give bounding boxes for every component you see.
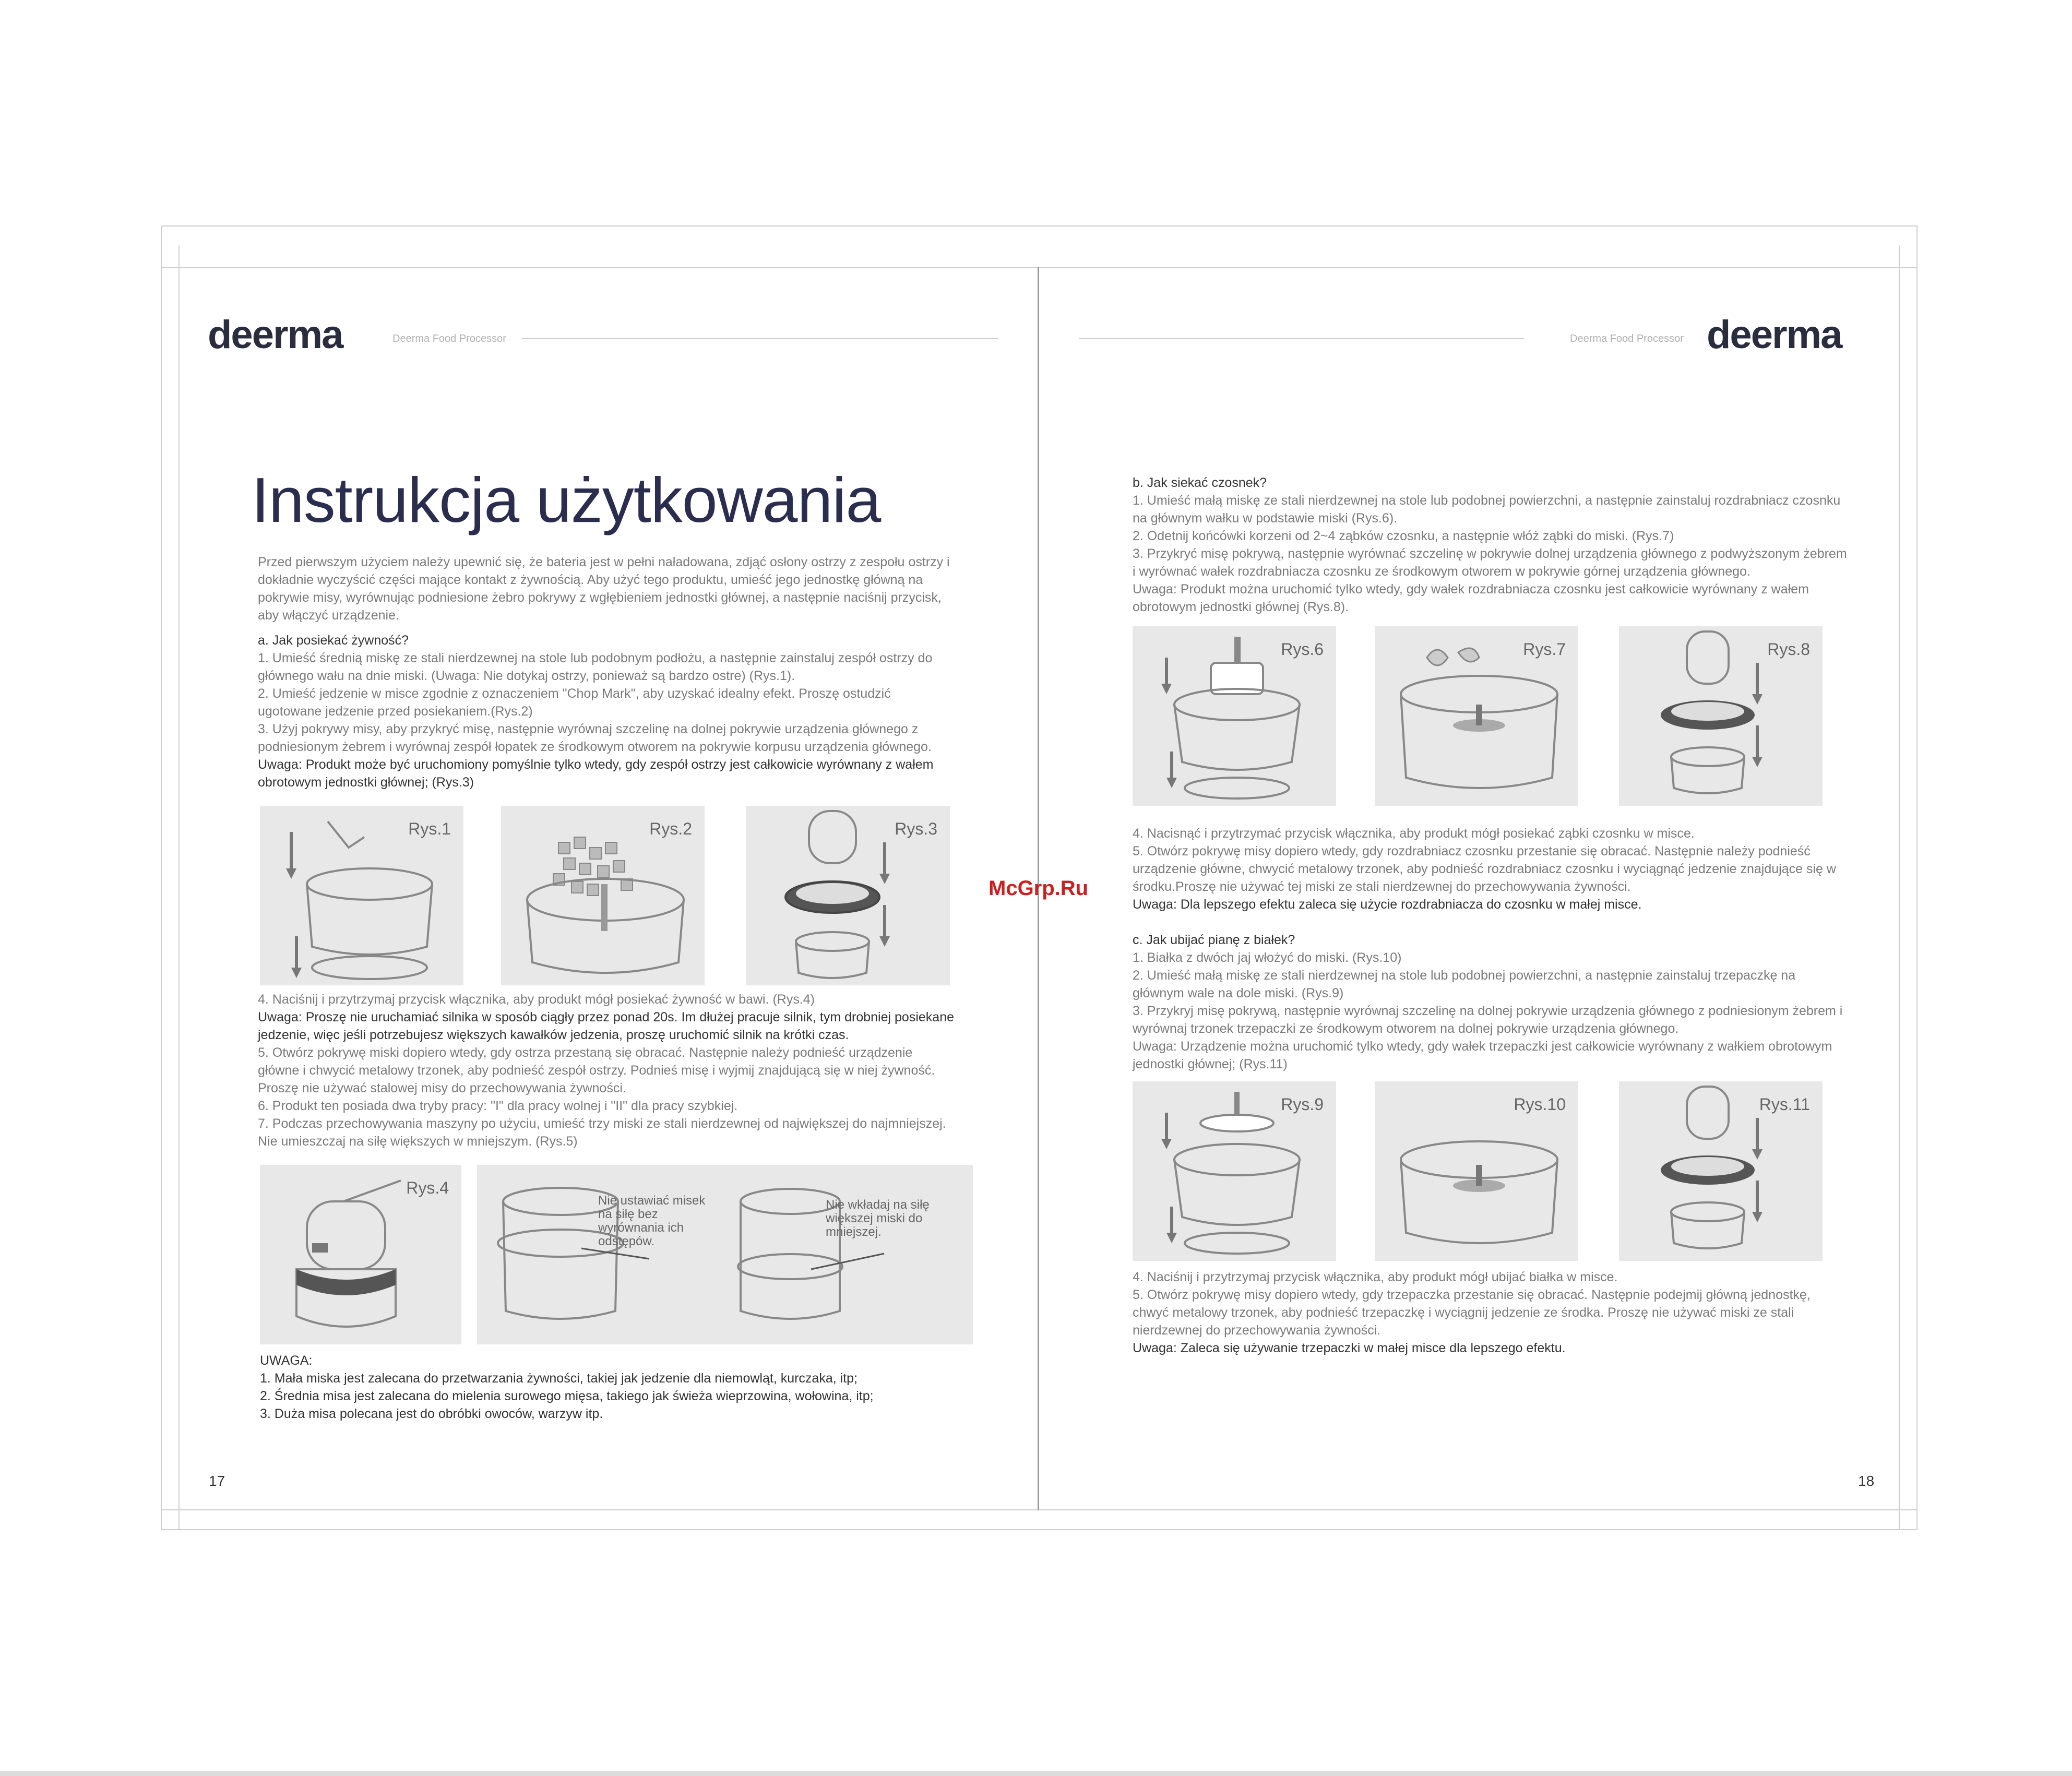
- header-product-right: Deerma Food Processor: [1570, 333, 1684, 344]
- figure-rys-4: [260, 1165, 461, 1344]
- figure-rys-5: [477, 1165, 973, 1344]
- section-b-step-3: 3. Przykryć misę pokrywą, następnie wyrównać szczelinę w pokrywie dolnej urządzenia głównego z podwyższonym żebrem i wyrównać wałek rozdrabniacza czosnku ze środkowym otworem w pokrywie górnej urządzenia głównego.: [1133, 546, 1847, 579]
- section-b-step-5: 5. Otwórz pokrywę misy dopiero wtedy, gdy rozdrabniacz czosnku przestanie się obracać. Następnie należy podnieść urządzenie główne, chwycić metalowy trzonek, aby podnieść rozdrabniacz czosnku i wyciągnąć jedzenie znajdujące się w środku.Proszę nie używać tej miski ze stali nierdzewnej do przechowywania żywności.: [1133, 844, 1836, 894]
- frame-top-outer: [161, 225, 1918, 227]
- section-b-title: b. Jak siekać czosnek?: [1133, 475, 1267, 490]
- section-c-note: Uwaga: Zaleca się używanie trzepaczki w małej misce dla lepszego efektu.: [1133, 1341, 1566, 1355]
- section-a-step-3: 3. Użyj pokrywy misy, aby przykryć misę, następnie wyrównaj szczelinę na dolnej pokrywie urządzenia głównego z podniesionym żebrem i wyrównaj zespół łopatek ze środkowym otworem na pokrywie korpusu urządzenia głównego.: [258, 722, 932, 754]
- section-a-step-1: 1. Umieść średnią miskę ze stali nierdzewnej na stole lub podobnym podłożu, a następnie zainstaluj zespół ostrzy do głównego wału na dnie miski. (Uwaga: Nie dotykaj ostrzy, ponieważ są bardzo ostre) (Rys.1).: [258, 651, 933, 683]
- watermark: McGrp.Ru: [989, 877, 1089, 900]
- section-b-step-2: 2. Odetnij końcówki korzeni od 2~4 ząbków czosnku, a następnie włóż ząbki do miski. (Rys.7): [1133, 529, 1674, 543]
- bowl-blade-illustration: [260, 806, 463, 985]
- section-a-note: Uwaga: Produkt może być uruchomiony pomyślnie tylko wtedy, gdy zespół ostrzy jest całkowicie wyrównany z wałem obrotowym jednostki głównej; (Rys.3): [258, 757, 934, 790]
- section-b-note-1: Uwaga: Produkt można uruchomić tylko wtedy, gdy wałek rozdrabniacza czosnku jest całkowicie wyrównany z wałem obrotowym jednostki głównej (Rys.8).: [1133, 582, 1809, 614]
- header-rule-left: [522, 338, 998, 339]
- figure-label: Rys.7: [1523, 640, 1566, 659]
- section-a-step-2: 2. Umieść jedzenie w misce zgodnie z oznaczeniem "Chop Mark", aby uzyskać idealny efekt. Proszę ostudzić ugotowane jedzenie przed posiekaniem.(Rys.2): [258, 686, 891, 719]
- garlic-chopper-illustration: [1133, 626, 1336, 806]
- bottom-strip: [0, 1771, 2072, 1776]
- step-5: 5. Otwórz pokrywę miski dopiero wtedy, gdy ostrza przestaną się obracać. Następnie należy podnieść urządzenie główne i chwycić metalowy trzonek, aby podnieść zespół ostrzy. Podnieś misę i wyjmij znajdującą się w niej żywność. Proszę nie używać stalowej misy do przechowywania żywności.: [258, 1045, 935, 1095]
- assembly-illustration: [746, 806, 950, 985]
- frame-right-inner: [1899, 245, 1900, 1529]
- page-number-right: 18: [1858, 1473, 1875, 1489]
- uwaga-2: 2. Średnia misa jest zalecana do mielenia surowego mięsa, takiego jak świeża wieprzowina, wołowina, itp;: [260, 1389, 874, 1403]
- intro-paragraph: Przed pierwszym użyciem należy upewnić się, że bateria jest w pełni naładowana, zdjąć osłony ostrzy z zespołu ostrzy i dokładnie wyczyścić części mające kontakt z żywnością. Aby użyć tego produktu, umieść jego jednostkę główną na pokrywie misy, wyrównując podniesione żebro pokrywy z wgłębieniem jednostki głównej, a następnie naciśnij przycisk, aby włączyć urządzenie.: [258, 555, 950, 623]
- frame-bottom-outer: [161, 1529, 1918, 1530]
- figure-label: Rys.4: [406, 1178, 449, 1197]
- figure-label: Rys.1: [408, 819, 451, 838]
- garlic-cloves-illustration: [1375, 626, 1578, 806]
- whisk-illustration: [1133, 1081, 1336, 1261]
- figure-label: Rys.2: [649, 819, 692, 838]
- figure-rys-3: [746, 806, 950, 985]
- figure-rys-1: [260, 806, 463, 985]
- uwaga-1: 1. Mała miska jest zalecana do przetwarzania żywności, takiej jak jedzenie dla niemowląt, kurczaka, itp;: [260, 1371, 858, 1386]
- step-4: 4. Naciśnij i przytrzymaj przycisk włącznika, aby produkt mógł posiekać żywność w bawi. (Rys.4): [258, 992, 815, 1007]
- figure-rys-11: [1619, 1081, 1823, 1261]
- callout-no-force: Nie wkładaj na siłę większej miski do mniejszej.: [826, 1198, 930, 1239]
- section-c-step-4: 4. Naciśnij i przytrzymaj przycisk włącznika, aby produkt mógł ubijać białka w misce.: [1133, 1270, 1618, 1284]
- section-c-note-1: Uwaga: Urządzenie można uruchomić tylko wtedy, gdy wałek trzepaczki jest całkowicie wyrównany z wałkiem obrotowym jednostki głównej; (Rys.11): [1133, 1039, 1832, 1071]
- whisk-assembly-illustration: [1619, 1081, 1823, 1261]
- brand-logo-left: deerma: [208, 313, 343, 357]
- page-number-left: 17: [209, 1473, 225, 1489]
- food-cubes-illustration: [501, 806, 705, 985]
- press-button-illustration: [260, 1165, 461, 1344]
- figure-rys-2: [501, 806, 705, 985]
- figure-label: Rys.11: [1759, 1095, 1810, 1114]
- uwaga-title: UWAGA:: [260, 1353, 313, 1368]
- brand-logo-right: deerma: [1707, 313, 1842, 357]
- figure-label: Rys.3: [895, 819, 937, 838]
- section-b-note: Uwaga: Dla lepszego efektu zaleca się użycie rozdrabniacza do czosnku w małej misce.: [1133, 897, 1642, 912]
- frame-right-outer: [1916, 225, 1918, 1530]
- section-c-step-1: 1. Białka z dwóch jaj włożyć do miski. (Rys.10): [1133, 950, 1402, 965]
- step-6: 6. Produkt ten posiada dwa tryby pracy: "I" dla pracy wolnej i "II" dla pracy szybkiej.: [258, 1099, 738, 1113]
- figure-label: Rys.6: [1281, 640, 1324, 659]
- egg-whites-illustration: [1375, 1081, 1578, 1261]
- frame-left-outer: [161, 225, 162, 1530]
- garlic-assembly-illustration: [1619, 626, 1823, 806]
- section-b-step-1: 1. Umieść małą miskę ze stali nierdzewnej na stole lub podobnej powierzchni, a następnie zainstaluj rozdrabniacz czosnku na głównym wałku w podstawie miski (Rys.6).: [1133, 493, 1841, 526]
- figure-rys-10: [1375, 1081, 1578, 1261]
- nested-bowls-illustration: [477, 1165, 973, 1344]
- figure-label: Rys.9: [1281, 1095, 1324, 1114]
- figure-rys-7: [1375, 626, 1578, 806]
- section-b-step-4: 4. Nacisnąć i przytrzymać przycisk włącznika, aby produkt mógł posiekać ząbki czosnku w misce.: [1133, 826, 1695, 841]
- figure-label: Rys.10: [1514, 1095, 1566, 1114]
- header-rule-right: [1079, 338, 1524, 339]
- figure-rys-8: [1619, 626, 1823, 806]
- frame-bottom-inner: [161, 1509, 1918, 1510]
- section-c-title: c. Jak ubijać pianę z białek?: [1133, 933, 1295, 947]
- figure-rys-9: [1133, 1081, 1336, 1261]
- page-title: Instrukcja użytkowania: [252, 464, 881, 535]
- header-product-left: Deerma Food Processor: [392, 333, 506, 344]
- figure-rys-6: [1133, 626, 1336, 806]
- uwaga-3: 3. Duża misa polecana jest do obróbki owoców, warzyw itp.: [260, 1407, 603, 1421]
- callout-align-bowls: Nie ustawiać misek na siłę bez wyrównania ich odstępów.: [598, 1194, 706, 1248]
- section-c-step-5: 5. Otwórz pokrywę misy dopiero wtedy, gdy trzepaczka przestanie się obracać. Następnie podejmij główną jednostkę, chwyć metalowy trzonek, aby podnieść trzepaczkę i wyciągnij jedzenie ze środka. Proszę nie używać miski ze stali nierdzewnej do przechowywania żywności.: [1133, 1288, 1811, 1338]
- step-4-note: Uwaga: Proszę nie uruchamiać silnika w sposób ciągły przez ponad 20s. Im dłużej pracuje silnik, tym drobniej posiekane jedzenie, więc jeśli potrzebujesz większych kawałków jedzenia, proszę uruchomić silnik na krótki czas.: [258, 1010, 954, 1042]
- figure-label: Rys.8: [1767, 640, 1810, 659]
- section-a-title: a. Jak posiekać żywność?: [258, 633, 409, 648]
- frame-top-inner: [161, 267, 1918, 268]
- step-7: 7. Podczas przechowywania maszyny po użyciu, umieść trzy miski ze stali nierdzewnej od największej do najmniejszej. Nie umieszczaj na siłę większych w mniejszym. (Rys.5): [258, 1116, 946, 1149]
- frame-left-inner: [178, 245, 180, 1529]
- section-c-step-3: 3. Przykryj misę pokrywą, następnie wyrównaj szczelinę na dolnej pokrywie urządzenia głównego z podniesionym żebrem i wyrównaj trzonek trzepaczki ze środkowym otworem na dolnej pokrywie urządzenia głównego.: [1133, 1004, 1843, 1036]
- section-c-step-2: 2. Umieść małą miskę ze stali nierdzewnej na stole lub podobnej powierzchni, a następnie zainstaluj trzepaczkę na głównym wale na dole miski. (Rys.9): [1133, 968, 1796, 1000]
